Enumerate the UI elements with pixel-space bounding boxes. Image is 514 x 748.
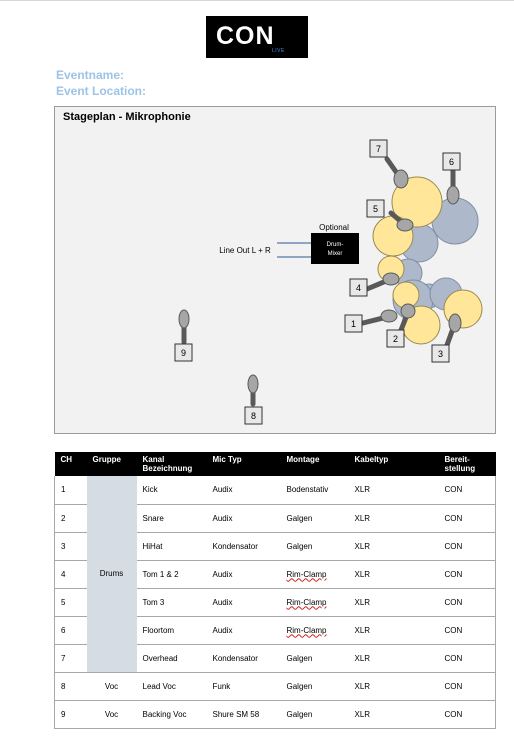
cell-bereit: CON	[439, 476, 496, 504]
cell-bereit: CON	[439, 504, 496, 532]
col-header-mic: Mic Typ	[207, 452, 281, 476]
col-header-montage: Montage	[281, 452, 349, 476]
cell-bereit: CON	[439, 560, 496, 588]
mic-label-4: 4	[355, 283, 362, 293]
cell-montage: Bodenstativ	[281, 476, 349, 504]
cell-mic: Audix	[207, 504, 281, 532]
cell-mic: Kondensator	[207, 532, 281, 560]
table-header-row	[55, 452, 496, 476]
logo-sub: LIVE	[272, 48, 285, 54]
col-header-bereit: Bereit- stellung	[439, 452, 496, 476]
cell-ch: 6	[55, 616, 87, 644]
cell-kabel: XLR	[349, 560, 439, 588]
cell-ch: 7	[55, 644, 87, 672]
con-live-logo	[206, 16, 308, 58]
table-row	[55, 700, 496, 728]
cell-montage: Galgen	[281, 532, 349, 560]
drum-mixer	[219, 223, 359, 264]
cell-bereit: CON	[439, 672, 496, 700]
col-header-ch: CH	[55, 452, 87, 476]
eventname-label: Eventname:	[56, 68, 125, 82]
top-divider	[0, 0, 514, 1]
cell-montage: Galgen	[281, 504, 349, 532]
montage-text: Rim-Clamp	[286, 569, 327, 579]
cell-bereit: CON	[439, 644, 496, 672]
cell-montage	[281, 560, 349, 588]
cell-bereit: CON	[439, 616, 496, 644]
cell-group: Voc	[87, 700, 137, 728]
event-location-label: Event Location:	[56, 84, 147, 98]
drum-mixer-line-1: Drum-	[326, 242, 344, 248]
line-out-label: Line Out L + R	[219, 246, 271, 255]
cell-ch: 9	[55, 700, 87, 728]
mic-label-5: 5	[372, 204, 379, 214]
mic-9-icon	[179, 310, 189, 342]
table-row	[55, 476, 496, 504]
logo-word: CON	[216, 22, 275, 50]
cell-mic: Audix	[207, 476, 281, 504]
montage-text: Rim-Clamp	[286, 625, 327, 635]
mic-1-icon	[363, 310, 397, 323]
cell-ch: 1	[55, 476, 87, 504]
mic-6-icon	[447, 171, 459, 204]
montage-text: Rim-Clamp	[286, 597, 327, 607]
cell-group: Voc	[87, 672, 137, 700]
cell-kabel: XLR	[349, 476, 439, 504]
cell-kanal: Tom 1 & 2	[137, 560, 207, 588]
cell-kabel: XLR	[349, 616, 439, 644]
mic-label-8: 8	[250, 411, 257, 421]
cell-kanal: Backing Voc	[137, 700, 207, 728]
cell-mic: Shure SM 58	[207, 700, 281, 728]
mic-label-1: 1	[350, 319, 357, 329]
cell-kanal: Kick	[137, 476, 207, 504]
cell-kabel: XLR	[349, 588, 439, 616]
cell-montage: Galgen	[281, 700, 349, 728]
mic-label-9: 9	[180, 348, 187, 358]
cell-kanal: Overhead	[137, 644, 207, 672]
mic-label-2: 2	[392, 334, 399, 344]
cell-ch: 3	[55, 532, 87, 560]
drum-mixer-line-2: Mixer	[327, 251, 343, 257]
stageplan-title: Stageplan - Mikrophonie	[63, 111, 191, 123]
cell-kanal: Floortom	[137, 616, 207, 644]
cell-kanal: Snare	[137, 504, 207, 532]
table-row	[55, 672, 496, 700]
cell-kanal: Lead Voc	[137, 672, 207, 700]
cell-montage: Galgen	[281, 644, 349, 672]
mic-label-3: 3	[437, 349, 444, 359]
mic-8-icon	[248, 375, 258, 404]
cell-kabel: XLR	[349, 644, 439, 672]
cell-kabel: XLR	[349, 672, 439, 700]
col-header-kanal: Kanal Bezeichnung	[137, 452, 207, 476]
stageplan-panel	[54, 106, 496, 434]
cell-montage	[281, 616, 349, 644]
cell-kanal: HiHat	[137, 532, 207, 560]
cell-montage	[281, 588, 349, 616]
optional-label: Optional	[319, 223, 349, 232]
cell-ch: 2	[55, 504, 87, 532]
cell-mic: Audix	[207, 616, 281, 644]
cell-kabel: XLR	[349, 532, 439, 560]
cell-kabel: XLR	[349, 700, 439, 728]
cell-ch: 5	[55, 588, 87, 616]
mic-label-7: 7	[375, 144, 382, 154]
cell-mic: Audix	[207, 560, 281, 588]
cell-mic: Funk	[207, 672, 281, 700]
channel-table	[54, 452, 496, 729]
cell-mic: Audix	[207, 588, 281, 616]
cell-bereit: CON	[439, 700, 496, 728]
stageplan-drawing	[55, 107, 495, 433]
col-header-kabel: Kabeltyp	[349, 452, 439, 476]
cell-mic: Kondensator	[207, 644, 281, 672]
cell-kanal: Tom 3	[137, 588, 207, 616]
mic-label-6: 6	[448, 157, 455, 167]
cell-bereit: CON	[439, 532, 496, 560]
cell-group-drums: Drums	[87, 476, 137, 672]
cell-ch: 8	[55, 672, 87, 700]
col-header-gruppe: Gruppe	[87, 452, 137, 476]
cell-ch: 4	[55, 560, 87, 588]
mic-7-icon	[387, 159, 408, 188]
cell-montage: Galgen	[281, 672, 349, 700]
cell-bereit: CON	[439, 588, 496, 616]
cell-kabel: XLR	[349, 504, 439, 532]
